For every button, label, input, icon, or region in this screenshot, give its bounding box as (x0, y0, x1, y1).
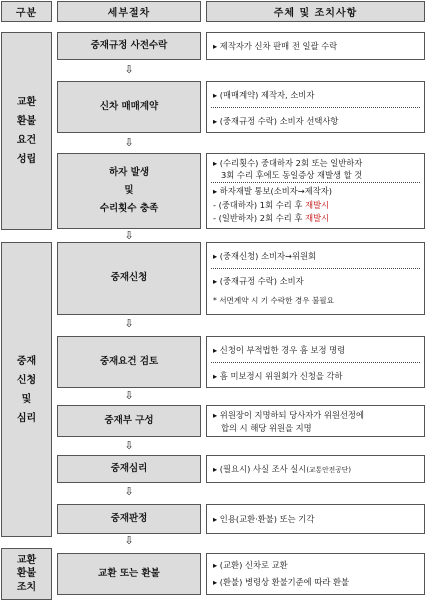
category-line: 환불 (16, 116, 37, 127)
detail-agency: (교통안전공단) (306, 466, 352, 474)
step-line: 수리횟수 충족 (99, 203, 159, 215)
category-line: 심리 (16, 412, 37, 424)
detail-prior-acceptance (206, 32, 425, 60)
down-arrow-icon: ⇩ (124, 63, 134, 76)
header-detail: 주체 및 조치사항 (206, 1, 425, 22)
detail-text: ▸ 제작자가 신차 판매 전 일괄 수락 (213, 41, 338, 51)
recurrence-text: 재발시 (305, 200, 330, 210)
step-defect-repairs (57, 153, 201, 229)
detail-panel-formation (206, 405, 425, 437)
category-requirements (1, 32, 52, 230)
category-line: 성립 (16, 154, 37, 165)
detail-hearing (206, 455, 425, 483)
detail-text-continued: 3회 수리 후에도 동일증상 재발생 할 것 (221, 170, 363, 180)
detail-text: ▸ 하자재발 통보(소비자→제작자) (213, 186, 333, 196)
down-arrow-icon: ⇩ (124, 229, 134, 242)
detail-subitem: - (일반하자) 2회 수리 후 재발시 (213, 213, 330, 223)
recurrence-text: 재발시 (305, 213, 330, 223)
detail-text: ▸ (매매계약) 제작자, 소비자 (213, 90, 315, 100)
divider (211, 362, 420, 363)
down-arrow-icon: ⇩ (124, 534, 134, 547)
category-application (1, 242, 52, 537)
step-prior-acceptance: 중재규정 사전수락 (57, 32, 201, 60)
step-award: 중재판정 (57, 504, 201, 534)
detail-text-continued: 합의 시 해당 위원을 지명 (221, 423, 312, 433)
detail-text: ▸ (중재규정 수락) 소비자 (213, 276, 304, 286)
step-panel-formation: 중재부 구성 (57, 405, 201, 437)
category-line: 교환 (16, 97, 37, 108)
detail-text: ▸ (필요시) 사실 조사 실시(교통안전공단) (213, 464, 352, 474)
category-line: 교환 (16, 554, 37, 566)
detail-requirement-review (206, 336, 425, 388)
detail-text: ▸ (중재신청) 소비자→위원회 (213, 251, 317, 261)
category-line: 조치 (16, 581, 37, 593)
detail-text: ▸ (교환) 신차로 교환 (213, 560, 288, 570)
detail-text: ▸ (수리횟수) 중대하자 2회 또는 일반하자 (213, 158, 363, 168)
header-category: 구분 (1, 1, 52, 22)
detail-text: ▸ 흠 미보정시 위원회가 신청을 각하 (213, 371, 343, 381)
detail-text: ▸ 신청이 부적법한 경우 흠 보정 명령 (213, 345, 346, 355)
step-line: 및 (124, 184, 134, 196)
divider (211, 107, 420, 108)
detail-sales-contract (206, 81, 425, 133)
header-step: 세부절차 (57, 1, 201, 22)
category-line: 환불 (16, 568, 37, 580)
detail-text: ▸ (중재규정 수락) 소비자 선택사항 (213, 116, 339, 126)
down-arrow-icon: ⇩ (124, 485, 134, 498)
down-arrow-icon: ⇩ (124, 136, 134, 149)
category-line: 중재 (16, 355, 37, 367)
category-measures (1, 548, 52, 600)
category-line: 및 (21, 393, 32, 405)
step-sales-contract: 신차 매매계약 (57, 81, 201, 133)
step-line: 하자 발생 (108, 166, 149, 178)
category-line: 요건 (16, 135, 37, 146)
detail-text: ▸ 인용(교환·환불) 또는 기각 (213, 514, 315, 524)
detail-text: ▸ (환불) 병령상 환불기준에 따라 환불 (213, 577, 350, 587)
detail-defect-repairs (206, 153, 425, 229)
divider (211, 268, 420, 269)
step-hearing: 중재심리 (57, 455, 201, 483)
divider (211, 182, 420, 183)
down-arrow-icon: ⇩ (124, 317, 134, 330)
detail-text: ▸ 위원장이 지명하되 당사자가 위원선정에 (213, 410, 364, 420)
detail-arbitration-application (206, 242, 425, 315)
step-exchange-refund: 교환 또는 환불 (57, 553, 201, 595)
detail-exchange-refund (206, 553, 425, 595)
detail-award (206, 504, 425, 534)
category-line: 신청 (16, 374, 37, 386)
detail-subitem: - (중대하자) 1회 수리 후 재발시 (213, 200, 330, 210)
down-arrow-icon: ⇩ (124, 439, 134, 452)
down-arrow-icon: ⇩ (124, 389, 134, 402)
step-requirement-review: 중재요건 검토 (57, 336, 201, 388)
step-arbitration-application: 중재신청 (57, 242, 201, 315)
detail-note: * 서면계약 시 기 수락한 경우 불필요 (213, 296, 334, 305)
